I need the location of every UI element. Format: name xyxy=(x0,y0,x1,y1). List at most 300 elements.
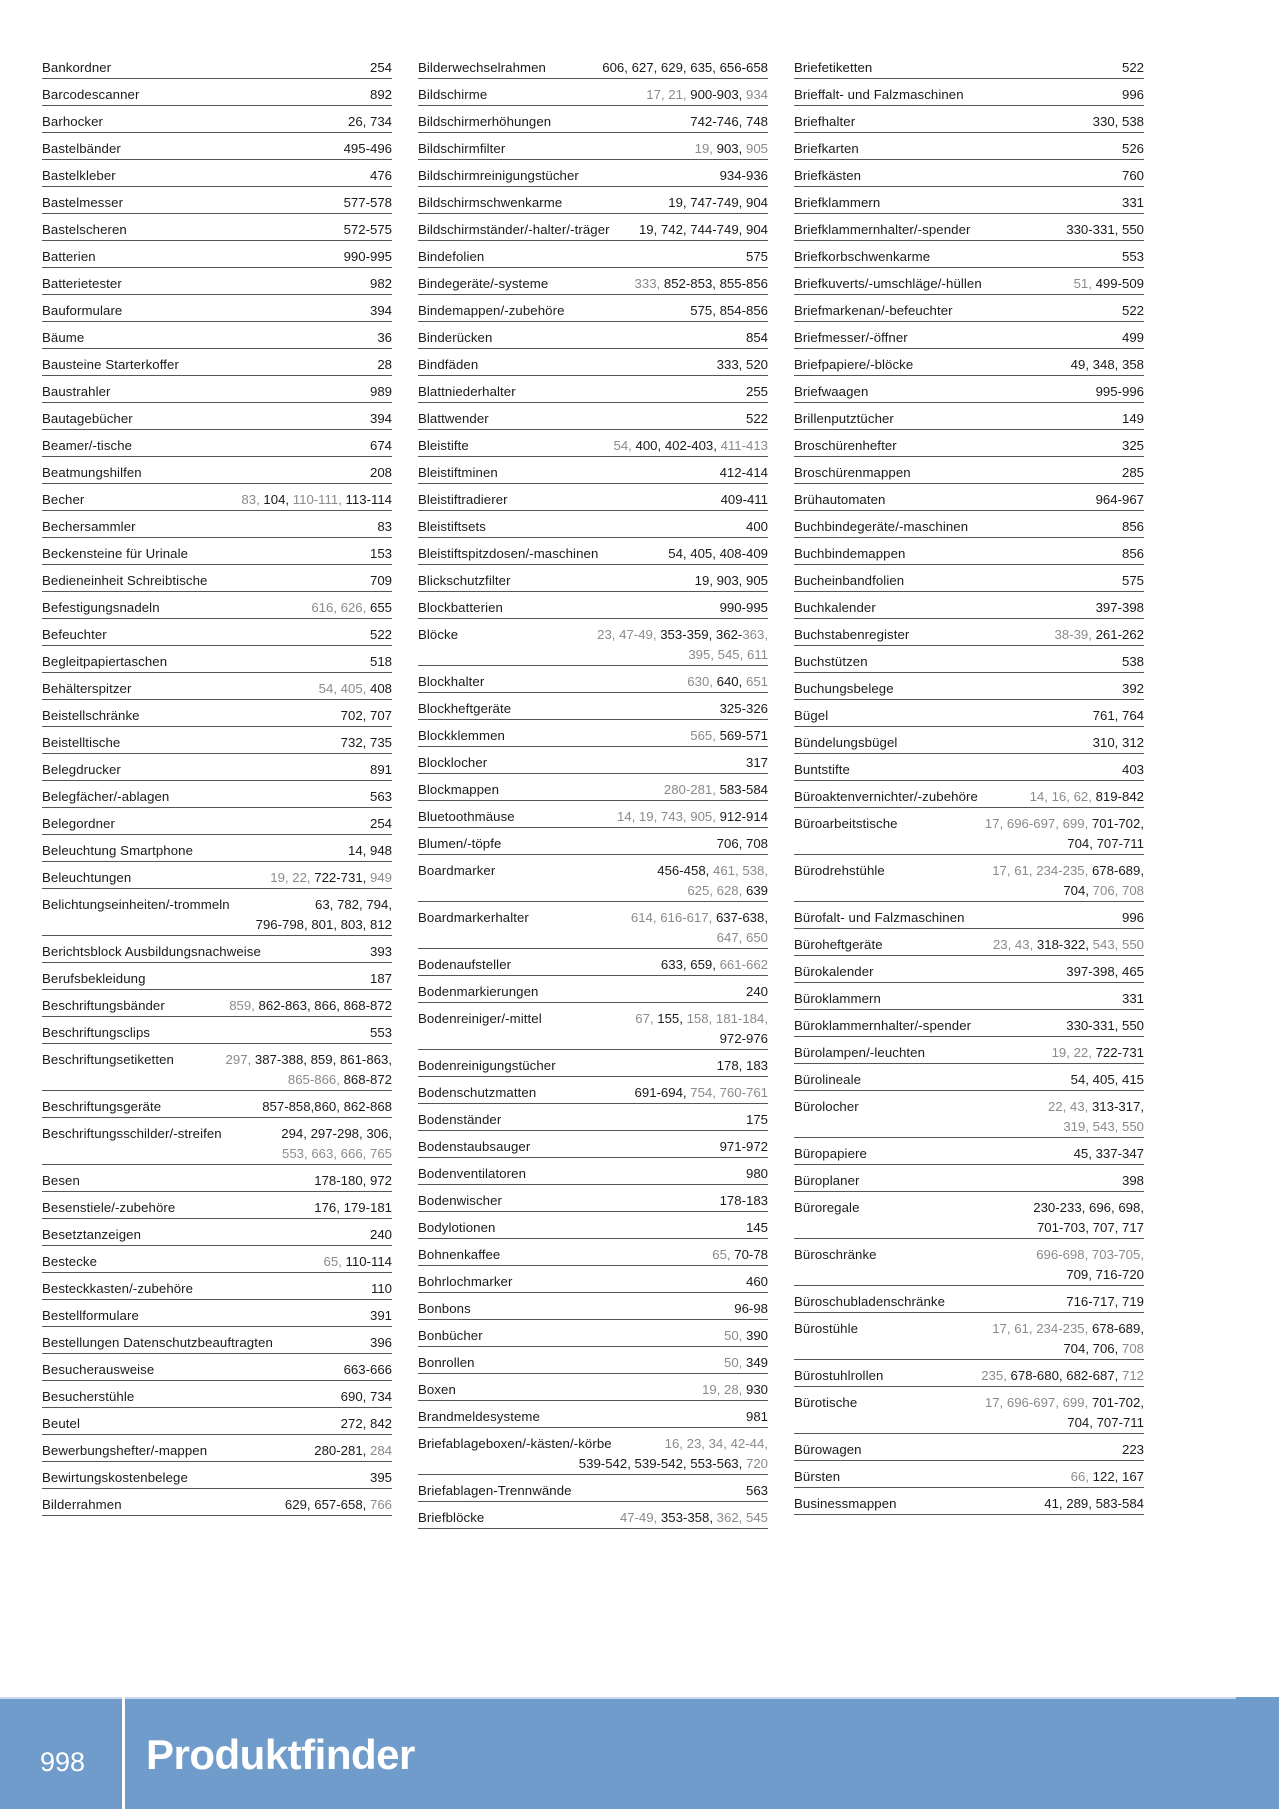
index-entry xyxy=(42,1300,392,1327)
entry-term: Bodenmarkierungen xyxy=(418,984,539,999)
index-entry xyxy=(42,835,392,862)
index-entry xyxy=(42,1489,392,1516)
entry-page-refs xyxy=(370,814,392,834)
entry-term: Beistellschränke xyxy=(42,708,140,723)
entry-term: Briefklammernhalter/-spender xyxy=(794,222,971,237)
entry-term: Befeuchter xyxy=(42,627,107,642)
page-ref-secondary: 17, 61, 234-235, xyxy=(992,863,1092,878)
page-ref: 176, 179-181 xyxy=(314,1200,392,1215)
entry-page-refs xyxy=(690,301,768,321)
index-entry xyxy=(42,79,392,106)
page-ref: 518 xyxy=(369,654,392,669)
entry-term: Besucherstühle xyxy=(42,1389,135,1404)
entry-page-refs xyxy=(229,996,392,1016)
entry-term: Bildschirmständer/-halter/-träger xyxy=(418,222,610,237)
entry-page-refs xyxy=(717,1056,768,1076)
page-ref: 606, 627, 629, 635, 656-658 xyxy=(602,60,768,75)
entry-page-refs xyxy=(371,1279,392,1299)
page-ref: 522 xyxy=(1121,303,1144,318)
entry-page-refs xyxy=(746,1164,768,1184)
page-ref-secondary: 934 xyxy=(745,87,768,102)
entry-term: Büroarbeitstische xyxy=(794,816,898,831)
page-footer xyxy=(0,1697,1279,1809)
entry-term: Blumen/-töpfe xyxy=(418,836,502,851)
page-ref-secondary: 47-49, xyxy=(619,1510,661,1525)
index-entry xyxy=(418,1266,768,1293)
page-ref: 325 xyxy=(1121,438,1144,453)
entry-term: Buchstabenregister xyxy=(794,627,910,642)
entry-term: Bewirtungskostenbelege xyxy=(42,1470,188,1485)
page-ref: 577-578 xyxy=(343,195,392,210)
entry-page-refs xyxy=(319,679,392,699)
page-ref: 934-936 xyxy=(719,168,768,183)
entry-page-refs xyxy=(1074,1144,1144,1164)
page-ref: 892 xyxy=(369,87,392,102)
entry-term: Büropapiere xyxy=(794,1146,867,1161)
entry-term: Brandmeldesysteme xyxy=(418,1409,540,1424)
page-ref-secondary: 661-662 xyxy=(719,957,768,972)
page-ref: 704, 707-711 xyxy=(1067,836,1144,851)
entry-term: Bindegeräte/-systeme xyxy=(418,276,549,291)
page-ref: 495-496 xyxy=(343,141,392,156)
page-ref: 912-914 xyxy=(719,809,768,824)
page-ref: 706, 708 xyxy=(716,836,768,851)
index-entry xyxy=(794,1037,1144,1064)
entry-page-refs xyxy=(1122,760,1144,780)
entry-term: Blattwender xyxy=(418,411,489,426)
page-ref: 272, 842 xyxy=(340,1416,392,1431)
page-ref-secondary: 66, xyxy=(1070,1469,1093,1484)
entry-term: Buchkalender xyxy=(794,600,876,615)
page-ref: 254 xyxy=(369,816,392,831)
entry-term: Bodenventilatoren xyxy=(418,1166,527,1181)
page-ref: 178-183 xyxy=(719,1193,768,1208)
entry-term: Briefwaagen xyxy=(794,384,869,399)
index-entry xyxy=(42,862,392,889)
index-entry xyxy=(418,828,768,855)
page-ref: 325-326 xyxy=(719,701,768,716)
page-ref-secondary: 284 xyxy=(369,1443,392,1458)
index-entry xyxy=(42,1219,392,1246)
index-entry xyxy=(794,241,1144,268)
page-ref: 261-262 xyxy=(1095,627,1144,642)
entry-page-refs xyxy=(370,1023,392,1043)
page-ref-secondary: 83, xyxy=(241,492,264,507)
page-ref: 45, 337-347 xyxy=(1073,1146,1144,1161)
entry-page-refs xyxy=(746,328,768,348)
page-ref: 113-114 xyxy=(345,492,392,507)
page-ref-secondary: 280-281, xyxy=(663,782,720,797)
page-ref: 396 xyxy=(369,1335,392,1350)
entry-page-refs xyxy=(717,355,768,375)
page-ref: 678-680, 682-687, xyxy=(1010,1368,1122,1383)
entry-term: Bodylotionen xyxy=(418,1220,496,1235)
entry-term: Bildschirmfilter xyxy=(418,141,506,156)
index-entry xyxy=(418,592,768,619)
page-ref: 701-702, xyxy=(1091,816,1144,831)
entry-term: Berichtsblock Ausbildungsnachweise xyxy=(42,944,261,959)
page-ref-secondary: 708 xyxy=(1121,1341,1144,1356)
entry-term: Briefklammern xyxy=(794,195,881,210)
page-ref: 393 xyxy=(369,944,392,959)
entry-term: Büroplaner xyxy=(794,1173,860,1188)
entry-page-refs xyxy=(1096,382,1144,402)
index-entry xyxy=(794,727,1144,754)
page-ref: 390 xyxy=(745,1328,768,1343)
index-entry xyxy=(418,666,768,693)
index-entry xyxy=(794,929,1144,956)
page-ref: 674 xyxy=(369,438,392,453)
index-entry xyxy=(418,1293,768,1320)
page-ref-secondary: 23, 47-49, xyxy=(597,627,661,642)
page-ref: 110-114 xyxy=(345,1254,392,1269)
index-entry xyxy=(418,801,768,828)
entry-page-refs xyxy=(1066,1016,1144,1036)
index-entry xyxy=(42,403,392,430)
entry-term: Bleistifte xyxy=(418,438,469,453)
page-ref-secondary: 17, 61, 234-235, xyxy=(992,1321,1092,1336)
page-ref-secondary: 19, 22, xyxy=(1051,1045,1096,1060)
page-ref: 331 xyxy=(1121,991,1144,1006)
entry-page-refs xyxy=(1122,193,1144,213)
index-entry xyxy=(794,160,1144,187)
entry-term: Bürostühle xyxy=(794,1321,859,1336)
page-ref: 639 xyxy=(745,883,768,898)
index-entry xyxy=(42,241,392,268)
entry-page-refs xyxy=(262,1097,392,1117)
index-entry xyxy=(418,295,768,322)
entry-page-refs xyxy=(712,1245,768,1265)
page-ref: 575, 854-856 xyxy=(690,303,768,318)
entry-page-refs xyxy=(344,193,392,213)
index-entry xyxy=(794,349,1144,376)
index-entry xyxy=(42,1165,392,1192)
entry-term: Briefkarten xyxy=(794,141,859,156)
entry-term: Bestecke xyxy=(42,1254,98,1269)
page-ref: 522 xyxy=(369,627,392,642)
index-entry xyxy=(794,673,1144,700)
entry-term: Bürokalender xyxy=(794,964,874,979)
entry-page-refs xyxy=(1122,436,1144,456)
entry-page-refs xyxy=(981,1366,1144,1386)
index-entry xyxy=(42,592,392,619)
page-ref: 317 xyxy=(745,755,768,770)
entry-term: Blockklemmen xyxy=(418,728,505,743)
index-entry xyxy=(794,808,1144,855)
index-entry xyxy=(418,693,768,720)
page-ref: 852-853, 855-856 xyxy=(663,276,768,291)
entry-page-refs xyxy=(370,463,392,483)
page-ref: 539-542, 539-542, 553-563, xyxy=(578,1456,746,1471)
entry-page-refs xyxy=(285,1495,392,1515)
page-ref-secondary: 65, xyxy=(323,1254,346,1269)
page-ref: 394 xyxy=(369,303,392,318)
page-ref-secondary: 23, 43, xyxy=(992,937,1037,952)
entry-term: Bonbücher xyxy=(418,1328,483,1343)
page-ref: 178, 183 xyxy=(716,1058,768,1073)
index-entry xyxy=(418,79,768,106)
page-ref: 678-689, xyxy=(1091,863,1144,878)
entry-term: Bügel xyxy=(794,708,829,723)
entry-page-refs xyxy=(746,247,768,267)
page-ref: 104, xyxy=(263,492,293,507)
index-entry xyxy=(418,1131,768,1158)
entry-page-refs xyxy=(1122,679,1144,699)
page-ref-secondary: 616, 626, xyxy=(311,600,370,615)
entry-term: Bleistiftsets xyxy=(418,519,486,534)
entry-term: Bonrollen xyxy=(418,1355,475,1370)
entry-page-refs xyxy=(1122,85,1144,105)
entry-page-refs-continued xyxy=(794,1413,1144,1433)
entry-term: Bodenständer xyxy=(418,1112,502,1127)
page-ref: 691-694, xyxy=(634,1085,691,1100)
index-entry xyxy=(42,1408,392,1435)
index-entry xyxy=(42,1273,392,1300)
page-ref: 538 xyxy=(1121,654,1144,669)
entry-page-refs xyxy=(370,969,392,989)
entry-page-refs xyxy=(657,861,768,881)
entry-page-refs xyxy=(341,733,392,753)
entry-term: Besen xyxy=(42,1173,80,1188)
entry-page-refs xyxy=(635,274,768,294)
index-entry xyxy=(794,106,1144,133)
page-ref: 981 xyxy=(745,1409,768,1424)
entry-term: Bastelkleber xyxy=(42,168,116,183)
entry-term: Belegdrucker xyxy=(42,762,121,777)
entry-page-refs xyxy=(370,1468,392,1488)
entry-page-refs xyxy=(1122,139,1144,159)
entry-term: Brühautomaten xyxy=(794,492,886,507)
entry-term: Blocklocher xyxy=(418,755,488,770)
page-ref: 349 xyxy=(745,1355,768,1370)
index-entry xyxy=(418,1347,768,1374)
entry-page-refs xyxy=(370,58,392,78)
index-column-1 xyxy=(42,52,392,1516)
entry-term: Brillenputztücher xyxy=(794,411,894,426)
index-entry xyxy=(418,1239,768,1266)
page-ref: 175 xyxy=(745,1112,768,1127)
entry-term: Behälterspitzer xyxy=(42,681,132,696)
entry-page-refs xyxy=(746,753,768,773)
entry-page-refs-continued xyxy=(42,1070,392,1090)
entry-term: Bleistiftspitzdosen/-maschinen xyxy=(418,546,599,561)
index-entry xyxy=(794,484,1144,511)
index-entry xyxy=(42,295,392,322)
entry-page-refs xyxy=(1122,908,1144,928)
page-ref: 980 xyxy=(745,1166,768,1181)
entry-term: Boardmarker xyxy=(418,863,496,878)
index-entry xyxy=(418,106,768,133)
page-ref: 187 xyxy=(369,971,392,986)
entry-page-refs xyxy=(341,706,392,726)
entry-page-refs xyxy=(1066,962,1144,982)
page-ref-secondary: 651 xyxy=(745,674,768,689)
page-ref: 796-798, 801, 803, 812 xyxy=(255,917,392,932)
index-entry xyxy=(418,1320,768,1347)
page-ref: 330, 538 xyxy=(1092,114,1144,129)
index-entry xyxy=(794,511,1144,538)
page-ref: 394 xyxy=(369,411,392,426)
index-entry xyxy=(42,160,392,187)
page-ref: 982 xyxy=(369,276,392,291)
index-entry xyxy=(794,754,1144,781)
entry-page-refs xyxy=(1044,1494,1144,1514)
entry-page-refs xyxy=(720,1137,768,1157)
index-entry xyxy=(418,511,768,538)
entry-page-refs xyxy=(314,1441,392,1461)
entry-term: Bankordner xyxy=(42,60,112,75)
page-ref: 655 xyxy=(369,600,392,615)
entry-page-refs xyxy=(1071,1467,1144,1487)
entry-term: Buchungsbelege xyxy=(794,681,894,696)
entry-page-refs xyxy=(992,1319,1144,1339)
entry-term: Bonbons xyxy=(418,1301,471,1316)
page-ref: 49, 348, 358 xyxy=(1070,357,1144,372)
index-entry xyxy=(418,1401,768,1428)
entry-page-refs xyxy=(1033,1198,1144,1218)
entry-page-refs-continued xyxy=(418,645,768,665)
entry-page-refs xyxy=(992,861,1144,881)
entry-page-refs xyxy=(341,1387,392,1407)
entry-page-refs xyxy=(344,247,392,267)
entry-page-refs xyxy=(668,193,768,213)
entry-page-refs xyxy=(720,463,768,483)
entry-page-refs xyxy=(1122,989,1144,1009)
entry-page-refs xyxy=(1093,706,1144,726)
index-entry xyxy=(42,133,392,160)
index-entry xyxy=(42,214,392,241)
entry-term: Besucherausweise xyxy=(42,1362,155,1377)
section-title: Produktfinder xyxy=(146,1731,415,1778)
entry-page-refs xyxy=(687,672,768,692)
page-ref: 178-180, 972 xyxy=(314,1173,392,1188)
page-ref: 476 xyxy=(369,168,392,183)
index-entry xyxy=(794,376,1144,403)
index-entry xyxy=(794,79,1144,106)
entry-page-refs xyxy=(746,1407,768,1427)
index-entry xyxy=(418,349,768,376)
entry-page-refs xyxy=(370,571,392,591)
page-ref-secondary: 14, 19, 743, 905, xyxy=(616,809,720,824)
page-ref: 629, 657-658, xyxy=(284,1497,370,1512)
entry-term: Bürostuhlrollen xyxy=(794,1368,884,1383)
page-ref-secondary: 158, 181-184, xyxy=(686,1011,768,1026)
page-ref-secondary: 865-866, xyxy=(287,1072,344,1087)
page-ref: 709, 716-720 xyxy=(1066,1267,1144,1282)
page-ref-secondary: 461, 538, xyxy=(713,863,768,878)
page-ref: 640, xyxy=(716,674,746,689)
page-ref: 409-411 xyxy=(720,492,768,507)
entry-term: Bohrlochmarker xyxy=(418,1274,513,1289)
index-entry xyxy=(42,619,392,646)
entry-term: Briefetiketten xyxy=(794,60,873,75)
entry-page-refs xyxy=(377,355,392,375)
entry-term: Bürolampen/-leuchten xyxy=(794,1045,926,1060)
entry-term: Bürsten xyxy=(794,1469,841,1484)
entry-page-refs xyxy=(720,699,768,719)
entry-page-refs xyxy=(1122,166,1144,186)
page-ref-secondary: 754, 760-761 xyxy=(690,1085,768,1100)
entry-term: Bindfäden xyxy=(418,357,479,372)
index-entry xyxy=(42,1091,392,1118)
entry-page-refs xyxy=(746,1110,768,1130)
page-ref-secondary: 395, 545, 611 xyxy=(688,647,768,662)
entry-page-refs xyxy=(631,908,768,928)
index-entry xyxy=(418,619,768,666)
entry-page-refs xyxy=(1122,463,1144,483)
page-ref: 391 xyxy=(369,1308,392,1323)
entry-page-refs xyxy=(370,382,392,402)
index-entry xyxy=(418,376,768,403)
entry-term: Büroschränke xyxy=(794,1247,877,1262)
entry-term: Bewerbungshefter/-mappen xyxy=(42,1443,208,1458)
entry-page-refs xyxy=(635,1009,768,1029)
page-ref: 553 xyxy=(369,1025,392,1040)
page-ref: 856 xyxy=(1121,546,1144,561)
index-entry xyxy=(42,889,392,936)
entry-term: Briefpapiere/-blöcke xyxy=(794,357,914,372)
index-entry xyxy=(794,1064,1144,1091)
entry-page-refs xyxy=(370,1333,392,1353)
footer-divider xyxy=(122,1697,125,1809)
entry-term: Briefablageboxen/-kästen/-körbe xyxy=(418,1436,612,1451)
index-entry xyxy=(794,133,1144,160)
entry-term: Belegfächer/-ablagen xyxy=(42,789,170,804)
index-entry xyxy=(418,52,768,79)
entry-page-refs xyxy=(746,1218,768,1238)
page-ref: 526 xyxy=(1121,141,1144,156)
entry-term: Bürolineale xyxy=(794,1072,862,1087)
page-number: 998 xyxy=(40,1747,86,1777)
entry-page-refs xyxy=(602,58,768,78)
entry-page-refs xyxy=(746,517,768,537)
index-entry xyxy=(794,457,1144,484)
index-entry xyxy=(42,646,392,673)
page-ref: 704, xyxy=(1063,883,1093,898)
index-entry xyxy=(794,1091,1144,1138)
index-entry xyxy=(418,484,768,511)
page-ref-secondary: 706, 708 xyxy=(1092,883,1144,898)
entry-term: Büroklammern xyxy=(794,991,881,1006)
page-ref: 83 xyxy=(377,519,392,534)
entry-term: Bündelungsbügel xyxy=(794,735,898,750)
page-ref: 54, 405, 415 xyxy=(1070,1072,1144,1087)
page-ref: 122, 167 xyxy=(1092,1469,1144,1484)
index-entry xyxy=(794,956,1144,983)
entry-page-refs xyxy=(1122,301,1144,321)
entry-page-refs xyxy=(1096,598,1144,618)
entry-page-refs xyxy=(746,1272,768,1292)
entry-term: Binderücken xyxy=(418,330,493,345)
entry-page-refs-continued xyxy=(794,1117,1144,1137)
page-ref: 995-996 xyxy=(1095,384,1144,399)
index-entry xyxy=(42,565,392,592)
entry-page-refs xyxy=(370,409,392,429)
page-ref: 387-388, 859, 861-863, xyxy=(254,1052,392,1067)
page-ref: 310, 312 xyxy=(1092,735,1144,750)
page-ref: 637-638, xyxy=(715,910,768,925)
entry-term: Bestellformulare xyxy=(42,1308,139,1323)
index-entry xyxy=(418,1050,768,1077)
index-entry xyxy=(418,241,768,268)
page-ref: 663-666 xyxy=(343,1362,392,1377)
index-entry xyxy=(42,106,392,133)
entry-page-refs xyxy=(746,409,768,429)
entry-page-refs xyxy=(1055,625,1144,645)
page-ref: 208 xyxy=(369,465,392,480)
entry-term: Beschriftungsschilder/-streifen xyxy=(42,1126,222,1141)
entry-term: Besetztanzeigen xyxy=(42,1227,142,1242)
